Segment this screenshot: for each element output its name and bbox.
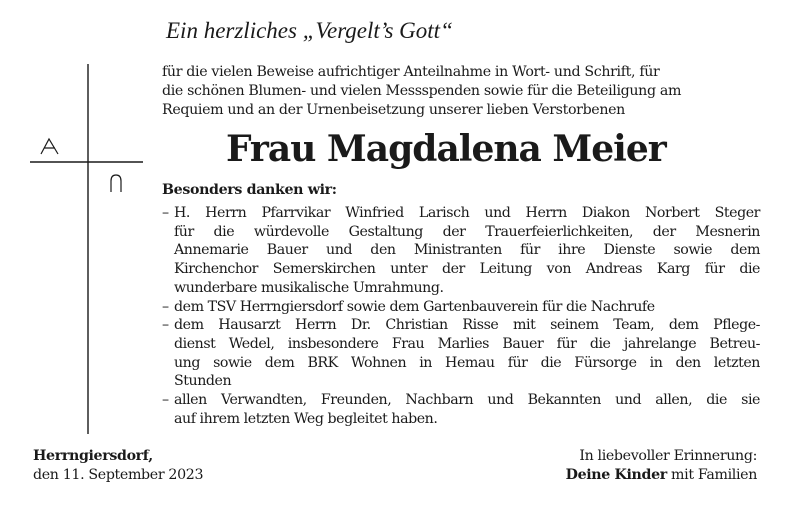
list-dash: – <box>162 205 169 221</box>
cross-icon <box>0 0 160 440</box>
memory-line: In liebevoller Erinnerung: <box>579 448 757 464</box>
list-item-line: Annemarie Bauer und den Ministranten für ihre Dienste sowie dem <box>174 242 760 259</box>
list-item-line: H. Herrn Pfarrvikar Winfried Larisch und Herrn Diakon Norbert Steger <box>174 205 760 221</box>
signature-bold: Deine Kinder <box>565 467 667 483</box>
list-item-line: wunderbare musikalische Umrahmung. <box>174 279 444 296</box>
date: den 11. September 2023 <box>33 467 204 483</box>
list-item-line: für die würdevolle Gestaltung der Trauerfeierlichkeiten, der Mesnerin <box>174 223 760 240</box>
thanks-title: Besonders danken wir: <box>162 182 337 198</box>
thanks-list <box>162 204 760 428</box>
heading: Ein herzliches „Vergelt’s Gott“ <box>166 18 453 43</box>
omega-icon <box>111 175 121 192</box>
intro-text <box>162 63 760 120</box>
list-item-line: allen Verwandten, Freunden, Nachbarn und Bekannten und allen, die sie <box>174 392 760 409</box>
list-item-line: auf ihrem letzten Weg begleitet haben. <box>174 410 438 427</box>
list-item <box>162 316 760 391</box>
list-item-line: dem TSV Herrngiersdorf sowie dem Gartenbauverein für die Nachrufe <box>174 298 655 315</box>
signature <box>566 467 757 483</box>
list-item-line: Kirchenchor Semerskirchen unter der Leitung von Andreas Karg für die <box>174 261 760 278</box>
list-item-line: dem Hausarzt Herrn Dr. Christian Risse mit seinem Team, dem Pflege- <box>174 317 760 334</box>
list-item-line: Stunden <box>174 373 232 390</box>
intro-line: für die vielen Beweise aufrichtiger Anteilnahme in Wort- und Schrift, für <box>162 64 660 80</box>
list-dash: – <box>162 298 169 315</box>
intro-line: die schönen Blumen- und vielen Messspenden sowie für die Beteiligung am <box>162 83 682 99</box>
list-item <box>162 391 760 428</box>
place: Herrngiersdorf, <box>33 448 153 464</box>
list-dash: – <box>162 392 169 409</box>
list-dash: – <box>162 317 169 334</box>
deceased-name: Frau Magdalena Meier <box>226 128 666 170</box>
list-item-line: ung sowie dem BRK Wohnen in Hemau für die Fürsorge in den letzten <box>174 354 760 371</box>
list-item <box>162 204 760 298</box>
intro-line: Requiem und an der Urnenbeisetzung unserer lieben Verstorbenen <box>162 102 625 118</box>
signature-rest: mit Familien <box>666 467 757 483</box>
list-item-line: dienst Wedel, insbesondere Frau Marlies Bauer für die jahrelange Betreu- <box>174 335 760 352</box>
alpha-icon <box>41 139 58 154</box>
list-item <box>162 298 760 317</box>
